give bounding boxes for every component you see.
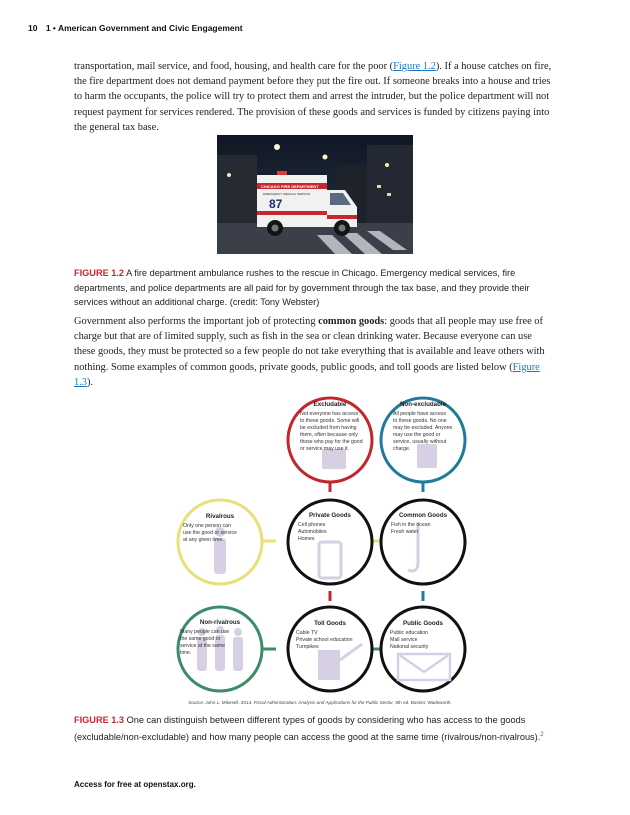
non-rivalrous-circle xyxy=(178,607,262,691)
ambulance-sublabel: EMERGENCY MEDICAL SERVICE xyxy=(263,192,311,196)
toll-goods-circle xyxy=(288,607,372,691)
svg-text:Cable TV Private schoo: Cable TV Private school education Turnpikes xyxy=(296,630,353,650)
diagram-source: Source: John L. Mikesell. 2014. Fiscal Administration: Analysis and Applications for the Public Sector, 9th ed. Boston: Wadsworth. xyxy=(188,700,452,705)
excludable-circle xyxy=(288,398,372,482)
svg-text:Not everyone has access: Not everyone has access to these goods. Some will be excluded from having them, often because only those who pay for the good or service may use it. xyxy=(300,411,363,452)
svg-text:Public education Mail: Public education Mail service National security xyxy=(390,630,429,650)
body-paragraph-2: Government also performs the important job of protecting common goods: goods that all people may use free of charge but that are of limited supply, such as fish in the sea or clean drinking water. Because everyone can use these goods, they must be protected so a few people do not take everything that is available and leave others with nothing. Some examples of common goods, private goods, public goods, and toll goods are listed below (Figure 1.3). xyxy=(74,316,545,388)
svg-text:Non-excludable: Non-excludable xyxy=(399,401,447,408)
figure-1-3-caption: FIGURE 1.3 One can distinguish between different types of goods by considering who has access to the goods (excludable/non-excludable) and how many people can access the good at the same time (rivalrous/non-rivalrous).$^2$ xyxy=(74,715,544,742)
toll-booth-icon xyxy=(318,650,340,680)
private-goods-circle xyxy=(288,500,372,584)
public-goods-circle xyxy=(381,607,465,691)
footnote-marker[interactable]: 2 xyxy=(540,731,544,738)
ambulance-label: CHICAGO FIRE DEPARTMENT xyxy=(261,184,319,189)
body-paragraph-1: transportation, mail service, and food, housing, and health care for the poor (Figure 1.2). If a house catches on fire, the fire department does not demand payment before they put the fire out. If someone breaks into a house and tries to harm the occupants, the police will try to protect them and arrest the intruder, but the police department will not request payment for services rendered. The provision of these goods and services is funded by citizens paying into the general tax base. xyxy=(74,61,552,133)
lock-icon xyxy=(322,449,346,469)
goods-diagram-svg xyxy=(150,382,490,710)
figure-1-2-link[interactable]: Figure 1.2 xyxy=(393,61,436,72)
svg-text:Many people can use th: Many people can use the same good or service at the same time. xyxy=(180,629,230,656)
chapter-title: 1 • American Government and Civic Engagement xyxy=(45,23,243,33)
svg-text:Public Goods: Public Goods xyxy=(403,620,443,627)
svg-text:All people have access: All people have access to these goods. No one may be excluded. Anyone may use the good or service, usually without charge. xyxy=(393,411,453,452)
non-excludable-circle xyxy=(381,398,465,482)
page-header xyxy=(28,23,243,33)
goods-diagram xyxy=(150,382,490,710)
common-goods-term: common goods xyxy=(318,316,385,327)
page-footer: Access for free at openstax.org. xyxy=(74,780,196,789)
svg-text:Cell phones Automobile: Cell phones Automobiles Homes xyxy=(298,522,327,542)
svg-text:Toll Goods: Toll Goods xyxy=(314,620,346,627)
page-number: 10 xyxy=(28,23,38,33)
figure-1-2-caption: FIGURE 1.2 A fire department ambulance rushes to the rescue in Chicago. Emergency medical services, fire departments, and police departments are all paid for by government through the tax base, and they provide their services without an additional charge. (credit: Tony Webster) xyxy=(74,268,530,308)
svg-text:Rivalrous: Rivalrous xyxy=(205,513,235,520)
svg-text:Common Goods: Common Goods xyxy=(398,512,448,519)
svg-text:Only one person can us: Only one person can use the good or service at any given time. xyxy=(183,523,237,543)
figure-1-2-label: FIGURE 1.2 xyxy=(74,268,125,278)
common-goods-circle xyxy=(381,500,465,584)
unlocked-icon xyxy=(417,444,437,468)
figure-1-3-label: FIGURE 1.3 xyxy=(74,715,125,725)
svg-text:Non-rivalrous: Non-rivalrous xyxy=(199,619,241,626)
svg-text:Private Goods: Private Goods xyxy=(309,512,351,519)
ambulance-photo-drawing xyxy=(217,135,413,254)
ambulance-photo xyxy=(217,135,413,254)
ambulance-number: 87 xyxy=(269,197,283,211)
rivalrous-circle xyxy=(178,500,262,584)
svg-text:Excludable: Excludable xyxy=(313,401,347,408)
figure-1-3-link[interactable]: Figure 1.3 xyxy=(74,361,540,388)
svg-text:Fish in the ocean Fres: Fish in the ocean Fresh water xyxy=(391,522,431,535)
